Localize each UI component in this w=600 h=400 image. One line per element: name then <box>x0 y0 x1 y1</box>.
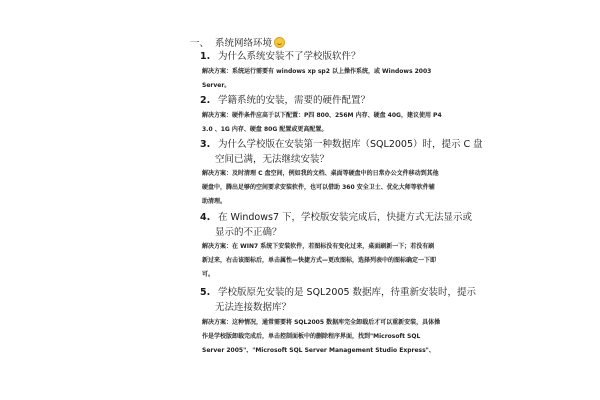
question-text-line-1: 在 Windows7 下，学校版安装完成后，快捷方式无法显示或 <box>218 212 473 223</box>
answer-line: 解决方案：这种情况，通常需要将 SQL2005 数据库完全卸载后才可以重新安装，具体操 <box>202 319 441 326</box>
answer-5 <box>202 316 441 358</box>
question-text-line-2: 空间已满，无法继续安装？ <box>215 154 330 165</box>
question-text-line-2: 无法连接数据库？ <box>215 302 292 313</box>
answer-2 <box>202 109 442 137</box>
question-text: 为什么系统安装不了学校版软件？ <box>218 51 361 62</box>
answer-line: 解决方案：系统运行需要有 windows xp sp2 以上操作系统，或 Windows 2003 <box>202 68 432 75</box>
question-text-line-1: 为什么学校版在安装第一种数据库（SQL2005）时，提示 C 盘 <box>218 139 483 150</box>
answer-line: 助清理。 <box>202 198 227 205</box>
answer-3 <box>202 167 439 209</box>
answer-line: Server。 <box>202 82 231 89</box>
answer-line: 作是学校版卸载完成后，单击控制面板中的删除程序界面，找到"Microsoft SQL <box>202 333 421 340</box>
question-1 <box>200 49 361 64</box>
smile-emoji-icon <box>274 37 285 48</box>
answer-4 <box>202 240 437 282</box>
question-number: 4. <box>200 212 211 223</box>
answer-line: 3.0 、1G 内存、硬盘 80G 配置或更高配置。 <box>202 126 328 133</box>
question-number: 1. <box>200 51 211 62</box>
answer-1 <box>202 65 432 93</box>
section-heading <box>190 35 285 49</box>
answer-line: Server 2005"、"Microsoft SQL Server Management Studio Express"、 <box>202 347 435 354</box>
answer-line: 解决方案：及时清理 C 盘空间，例如我的文档、桌面等硬盘中的日常办公文件移动到其他 <box>202 170 439 177</box>
question-number: 2. <box>200 95 211 106</box>
question-text-line-1: 学校版原先安装的是 SQL2005 数据库，待重新安装时，提示 <box>218 287 477 298</box>
question-3 <box>200 137 483 167</box>
answer-line: 新过来，右击该图标后，单击属性—快捷方式—更改图标，选择列表中的图标确定一下即 <box>202 257 437 264</box>
question-2 <box>200 93 370 108</box>
question-text-line-2: 显示的不正确？ <box>215 227 282 238</box>
answer-line: 硬盘中，腾出足够的空间要求安装软件，也可以借助 360 安全卫士、优化大师等软件辅 <box>202 184 435 191</box>
question-number: 3. <box>200 139 211 150</box>
question-4 <box>200 210 472 240</box>
section-number: 一、 <box>190 38 210 49</box>
answer-line: 解决方案：硬件条件应高于以下配置：P四 800、256M 内存、硬盘 40G，建议使用 P4 <box>202 112 442 119</box>
question-text: 学籍系统的安装，需要的硬件配置？ <box>218 95 371 106</box>
answer-line: 可。 <box>202 271 215 278</box>
answer-line: 解决方案：在 WIN7 系统下安装软件，若图标没有变化过来，桌面刷新一下；若没有刷 <box>202 243 435 250</box>
section-title-text: 系统网络环境 <box>215 38 273 49</box>
question-number: 5. <box>200 287 211 298</box>
question-5 <box>200 285 476 315</box>
